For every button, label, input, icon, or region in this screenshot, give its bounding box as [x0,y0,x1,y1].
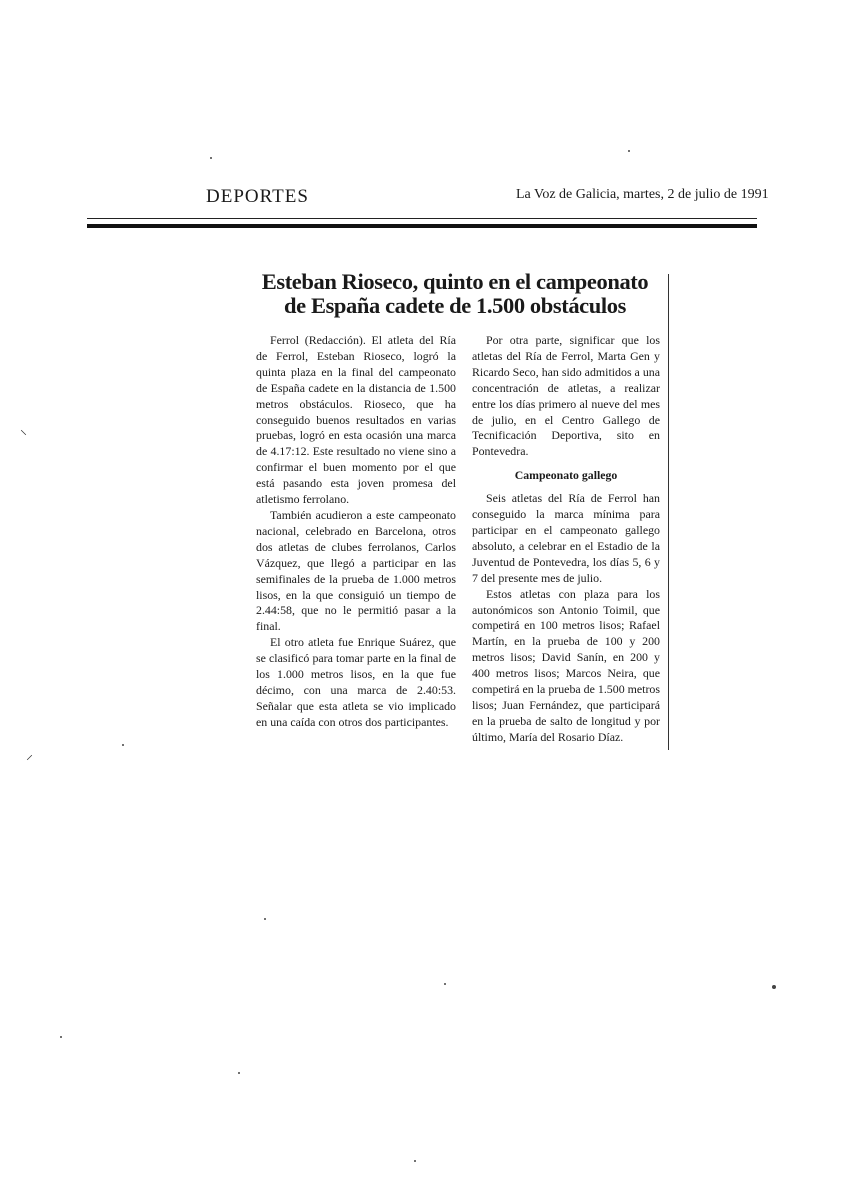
paragraph: También acudieron a este campeonato nacional, celebrado en Barcelona, otros dos atletas de clubes ferrolanos, Carlos Vázquez, que llegó a participar en las semifinales de la prueba de 1.000 metros lisos, en la que consiguió un tiempo de 2.44:58, que no le permitió pasar a la final. [256,507,456,634]
paragraph: Por otra parte, significar que los atletas del Ría de Ferrol, Marta Gen y Ricardo Seco, han sido admitidos a una concentración de atletas, a realizar entre los días primero al nueve del mes de julio, en el Centro Gallego de Tecnificación Deportiva, sito en Pontevedra. [472,333,660,459]
scan-speck [444,983,446,985]
section-title: DEPORTES [206,186,309,207]
scan-speck [210,157,212,159]
scan-speck [264,918,266,920]
header-rule-thin [87,218,757,219]
header-rule-thick [87,224,757,228]
paragraph: Ferrol (Redacción). El atleta del Ría de Ferrol, Esteban Rioseco, logró la quinta plaza en la final del campeonato de España cadete en la distancia de 1.500 metros obstáculos. Rioseco, que ha conseguido buenos resultados en varias pruebas, logró en esta ocasión una marca de 4.17:12. Este resultado no viene sino a confirmar el buen momento por el que está pasando esta joven promesa del atletismo ferrolano. [256,333,456,507]
headline [240,270,670,318]
article-column-1 [256,333,456,731]
scan-speck [238,1072,240,1074]
subheading: Campeonato gallego [514,468,618,483]
scan-mark: ⸝ [26,747,33,763]
column-border [668,274,669,750]
headline-line-1: Esteban Rioseco, quinto en el campeonato [261,269,649,294]
paragraph: Seis atletas del Ría de Ferrol han conseguido la marca mínima para participar en el campeonato gallego absoluto, a celebrar en el Estadio de la Juventud de Pontevedra, los días 5, 6 y 7 del presente mes de julio. [472,491,660,585]
article-column-2 [472,333,660,746]
scan-speck [122,744,124,746]
scan-speck [628,150,630,152]
paragraph: Estos atletas con plaza para los autonómicos son Antonio Toimil, que competirá en 100 metros lisos; Rafael Martín, en la prueba de 100 y 200 metros lisos; David Sanín, en 200 y 400 metros lisos; Marcos Neira, que competirá en la prueba de 1.500 metros lisos; Juan Fernández, que participará en la prueba de salto de longitud y por último, María del Rosario Díaz. [472,586,660,744]
paragraph: El otro atleta fue Enrique Suárez, que se clasificó para tomar parte en la final de los 1.000 metros lisos, en la que fue décimo, con una marca de 2.40:53. Señalar que esta atleta se vio implicado en una caída con otros dos participantes. [256,635,456,729]
scan-mark: ⸜ [20,422,27,438]
scan-speck [772,985,776,989]
scan-speck [414,1160,416,1162]
headline-line-2: de España cadete de 1.500 obstáculos [284,293,626,318]
scan-speck [60,1036,62,1038]
masthead-dateline: La Voz de Galicia, martes, 2 de julio de 1991 [516,187,769,202]
